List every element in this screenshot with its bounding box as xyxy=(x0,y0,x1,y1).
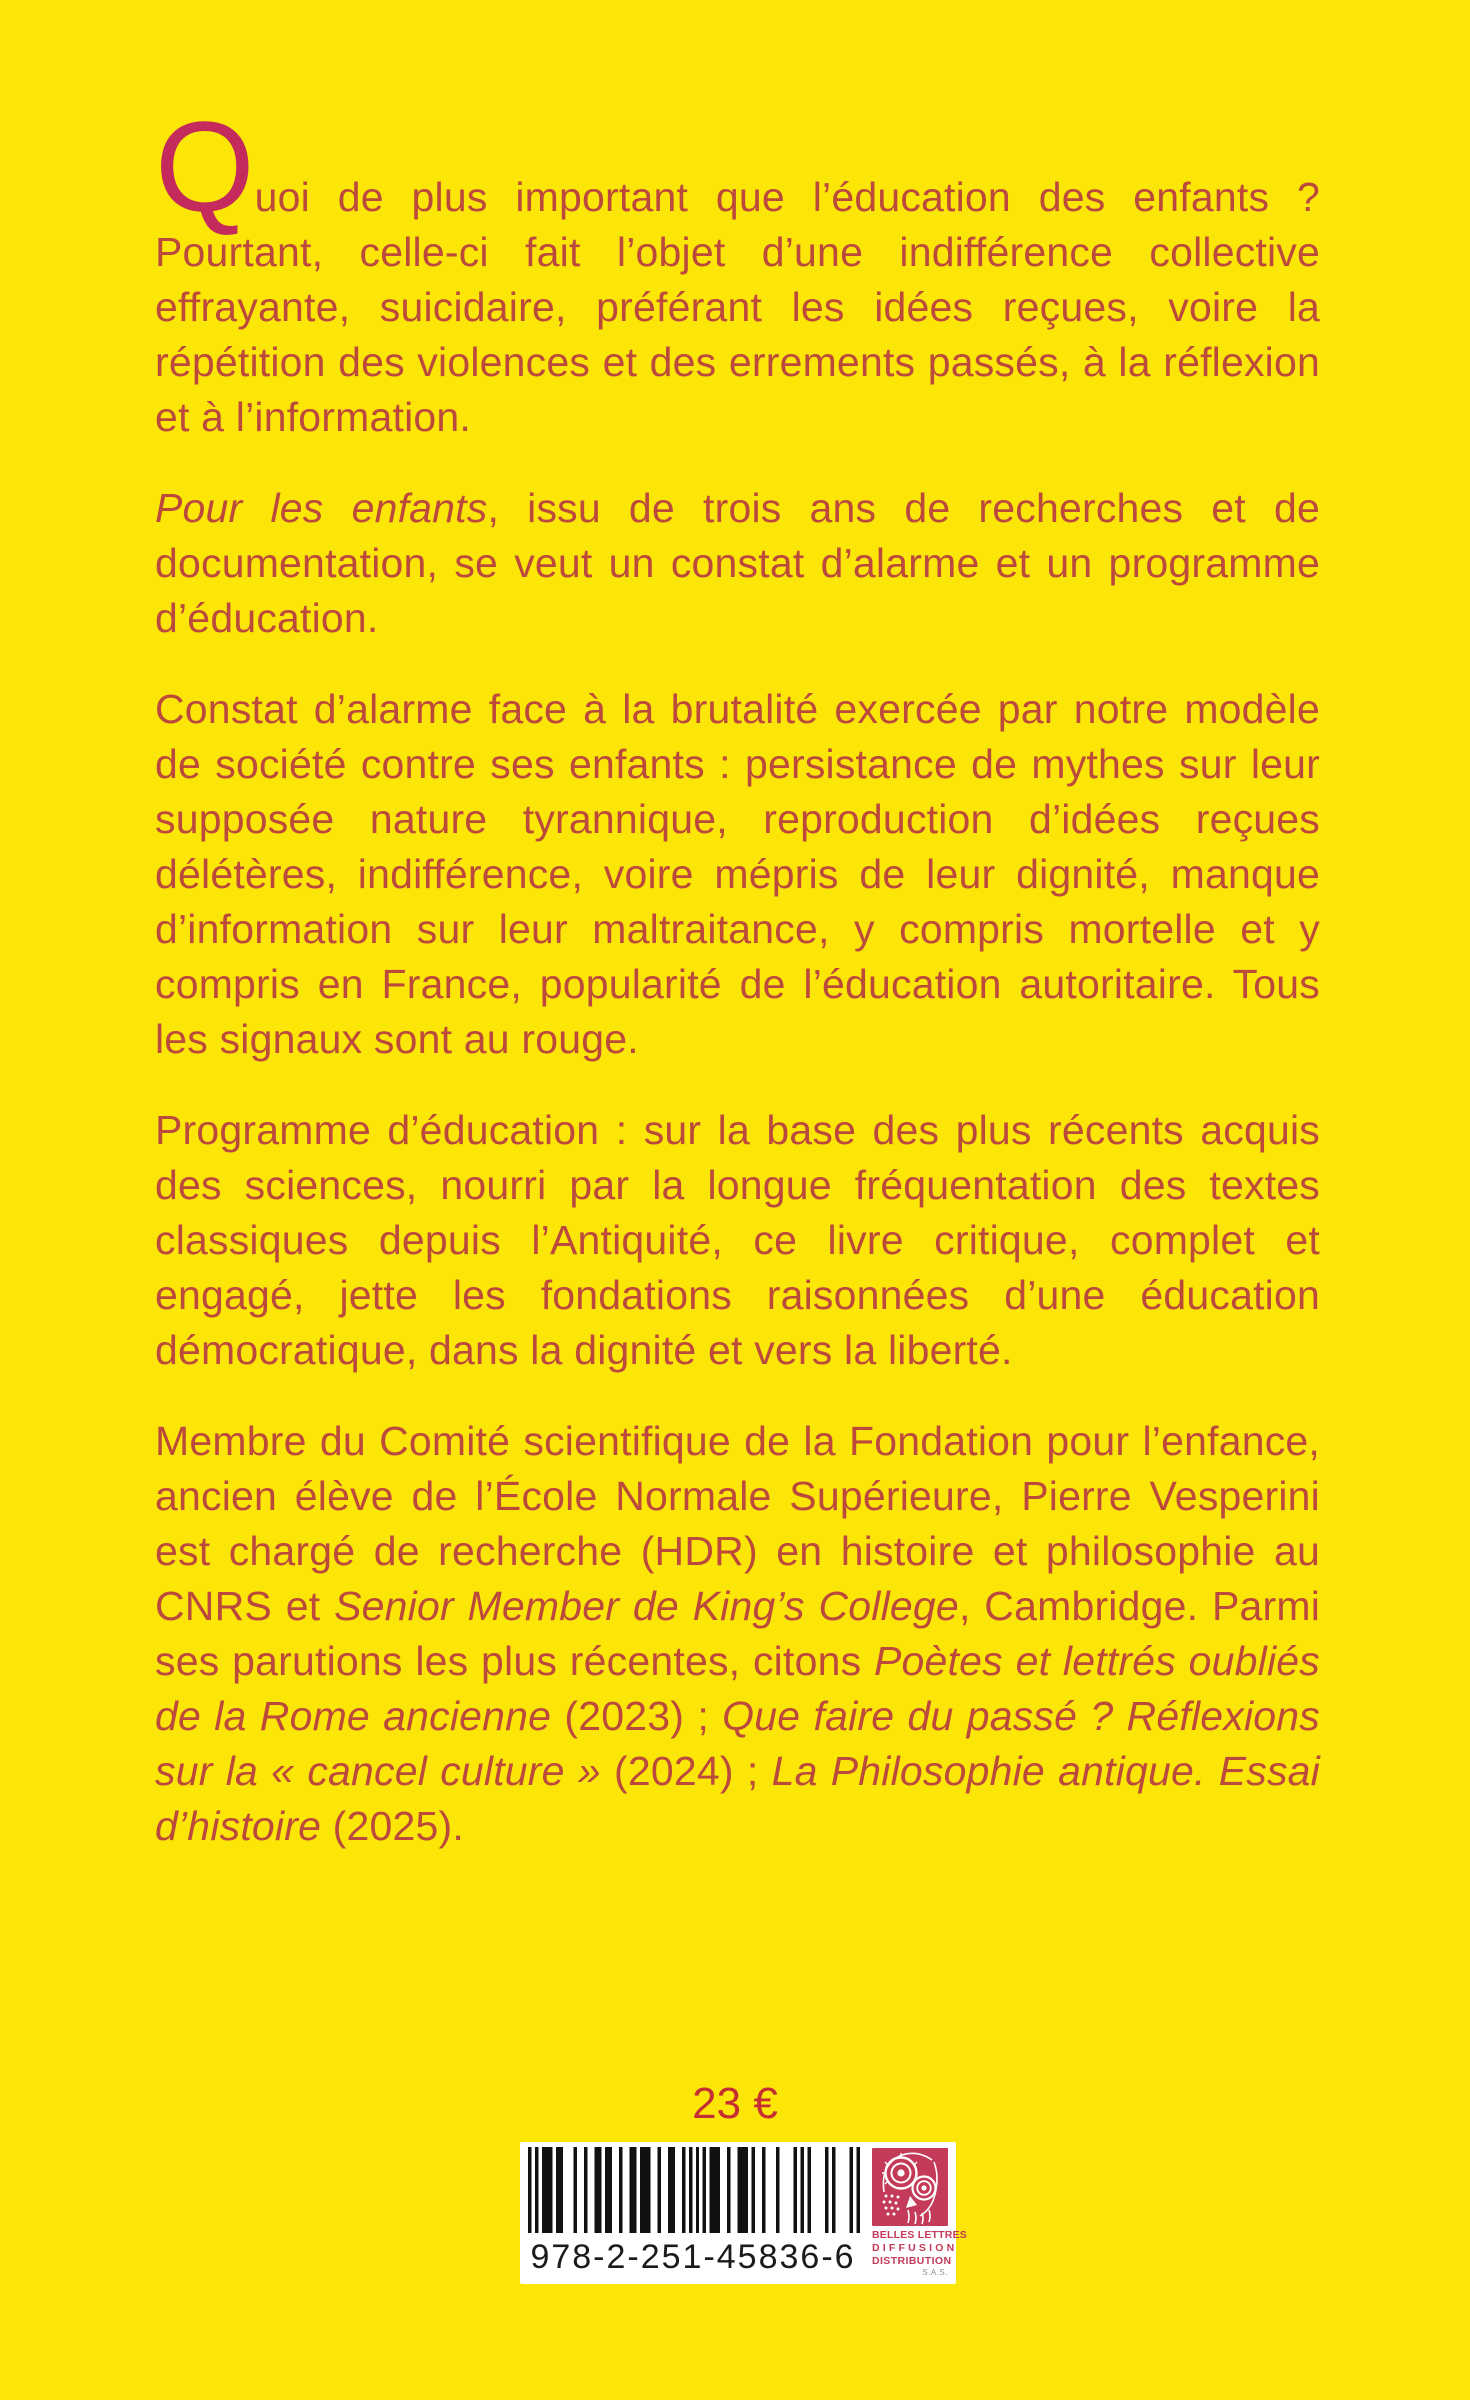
text-line xyxy=(155,1579,1320,1634)
dropcap-initial: Q xyxy=(155,96,255,239)
paragraph xyxy=(155,682,1320,1067)
text-run: ancien élève de l’École Normale Supérieure, Pierre Vesperini xyxy=(155,1473,1320,1519)
text-run: Constat d’alarme face à la brutalité exercée par notre modèle xyxy=(155,686,1320,732)
paragraph xyxy=(155,1103,1320,1378)
text-line xyxy=(155,225,1320,280)
text-line xyxy=(155,682,1320,737)
text-line xyxy=(155,96,1320,239)
text-line xyxy=(155,1689,1320,1744)
italic-text: Pour les enfants xyxy=(155,485,488,531)
text-run: répétition des violences et des errements passés, à la réflexion xyxy=(155,339,1320,385)
text-line xyxy=(155,481,1320,536)
text-run: et à l’information. xyxy=(155,394,472,440)
text-run: est chargé de recherche (HDR) en histoire et philosophie au xyxy=(155,1528,1320,1574)
paragraph xyxy=(155,1414,1320,1854)
italic-text: Poètes et lettrés oubliés xyxy=(874,1638,1320,1684)
text-line xyxy=(155,847,1320,902)
text-line xyxy=(155,536,1320,591)
italic-text: Senior Member de King’s College xyxy=(334,1583,959,1629)
text-run: documentation, se veut un constat d’alarme et un programme xyxy=(155,540,1320,586)
text-run: Programme d’éducation : sur la base des plus récents acquis xyxy=(155,1107,1320,1153)
paragraph xyxy=(155,481,1320,646)
text-line xyxy=(155,1158,1320,1213)
barcode-image xyxy=(528,2147,860,2233)
text-line xyxy=(155,280,1320,335)
text-line xyxy=(155,1103,1320,1158)
text-line xyxy=(155,902,1320,957)
text-run: les signaux sont au rouge. xyxy=(155,1016,639,1062)
isbn-number: 978-2-251-45836-6 xyxy=(530,2238,856,2276)
text-run: engagé, jette les fondations raisonnées d’une éducation xyxy=(155,1272,1320,1318)
text-run: (2024) ; xyxy=(600,1748,772,1794)
paragraph xyxy=(155,96,1320,445)
text-run: uoi de plus important que l’éducation des enfants ? xyxy=(254,174,1320,220)
text-line xyxy=(155,1744,1320,1799)
text-run: CNRS et xyxy=(155,1583,335,1629)
price-label: 23 € xyxy=(692,2079,778,2128)
text-line xyxy=(155,1012,1320,1067)
text-line xyxy=(155,957,1320,1012)
text-run: compris en France, popularité de l’éducation autoritaire. Tous xyxy=(155,961,1320,1007)
text-run: délétères, indifférence, voire mépris de leur dignité, manque xyxy=(155,851,1320,897)
text-run: (2025). xyxy=(321,1803,464,1849)
text-run: Membre du Comité scientifique de la Fondation pour l’enfance, xyxy=(155,1418,1320,1464)
text-run: ses parutions les plus récentes, citons xyxy=(155,1638,874,1684)
publisher-sas: S.A.S. xyxy=(922,2268,948,2277)
text-line xyxy=(155,792,1320,847)
text-line xyxy=(155,1799,1320,1854)
text-run: des sciences, nourri par la longue fréquentation des textes xyxy=(155,1162,1320,1208)
publisher-diffusion: DIFFUSION xyxy=(872,2242,958,2254)
text-line xyxy=(155,1414,1320,1469)
publisher-logo xyxy=(872,2148,967,2277)
italic-text: Que faire du passé ? Réflexions xyxy=(722,1693,1320,1739)
text-line xyxy=(155,591,1320,646)
publisher-name: BELLES LETTRES xyxy=(872,2229,967,2241)
text-line xyxy=(155,737,1320,792)
text-run: (2023) ; xyxy=(551,1693,723,1739)
italic-text: de la Rome ancienne xyxy=(155,1693,552,1739)
text-run: démocratique, dans la dignité et vers la liberté. xyxy=(155,1327,1013,1373)
text-line xyxy=(155,1268,1320,1323)
text-line xyxy=(155,1634,1320,1689)
italic-text: sur la « cancel culture » xyxy=(155,1748,601,1794)
italic-text: La Philosophie antique. Essai xyxy=(771,1748,1320,1794)
isbn-barcode-label xyxy=(520,2142,967,2284)
back-cover-blurb xyxy=(155,96,1321,1854)
text-run: supposée nature tyrannique, reproduction d’idées reçues xyxy=(155,796,1320,842)
text-line xyxy=(155,390,1320,445)
text-line xyxy=(155,1323,1320,1378)
text-run: Pourtant, celle-ci fait l’objet d’une indifférence collective xyxy=(155,229,1320,275)
text-line xyxy=(155,1213,1320,1268)
text-run: , issu de trois ans de recherches et de xyxy=(487,485,1320,531)
text-run: d’information sur leur maltraitance, y compris mortelle et y xyxy=(155,906,1320,952)
text-run: d’éducation. xyxy=(155,595,379,641)
text-run: de société contre ses enfants : persistance de mythes sur leur xyxy=(155,741,1320,787)
text-line xyxy=(155,1469,1320,1524)
belles-lettres-owl-icon xyxy=(872,2148,948,2226)
text-line xyxy=(155,1524,1320,1579)
text-line xyxy=(155,335,1320,390)
text-run: classiques depuis l’Antiquité, ce livre critique, complet et xyxy=(155,1217,1320,1263)
publisher-distribution: DISTRIBUTION xyxy=(872,2255,952,2267)
text-run: effrayante, suicidaire, préférant les idées reçues, voire la xyxy=(155,284,1320,330)
italic-text: d’histoire xyxy=(155,1803,322,1849)
text-run: , Cambridge. Parmi xyxy=(958,1583,1321,1629)
